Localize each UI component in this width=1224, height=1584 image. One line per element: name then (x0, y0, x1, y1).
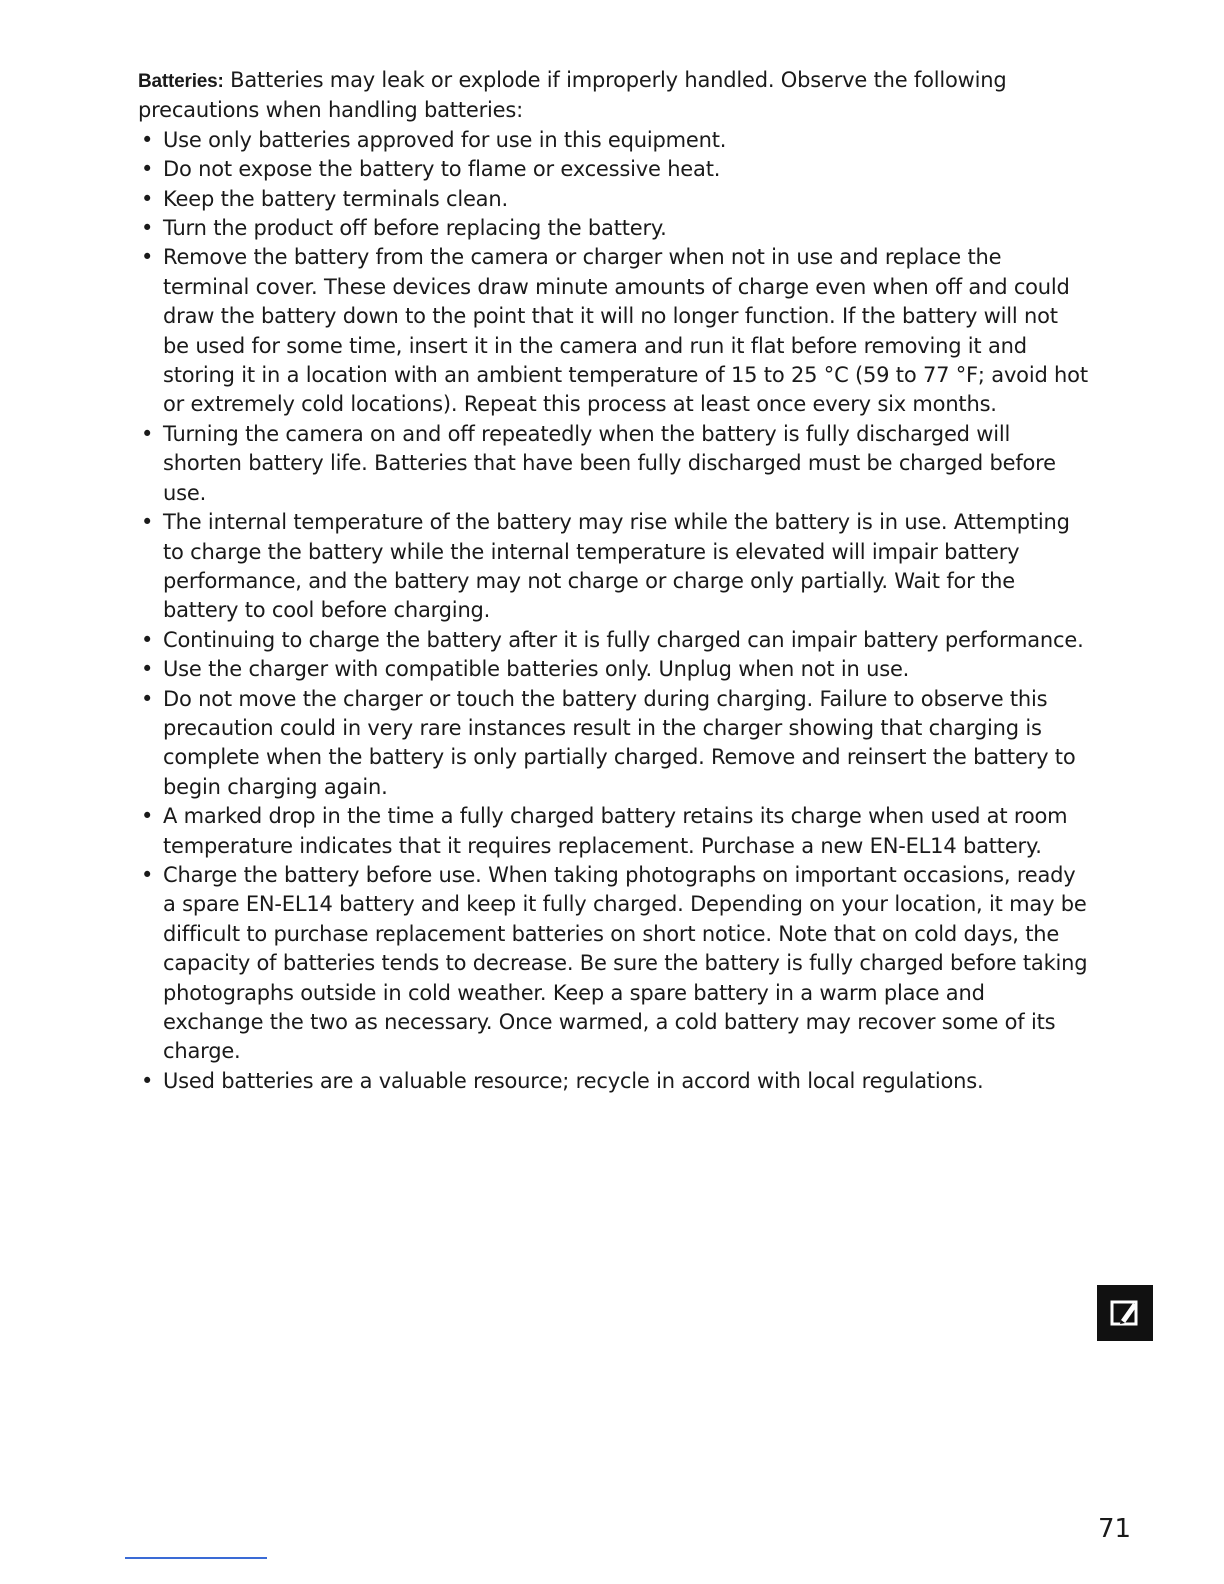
bullet-icon: • (141, 157, 154, 182)
list-item-text: Used batteries are a valuable resource; recycle in accord with local regulations. (163, 1068, 984, 1093)
list-item-text: Do not move the charger or touch the battery during charging. Failure to observe this precaution could in very rare instances result in the charger showing that charging is complete when the battery is only partially charged. Remove and reinsert the battery to begin charging again. (163, 686, 1076, 799)
list-item (138, 243, 1088, 419)
footer-rule (125, 1557, 267, 1559)
bullet-icon: • (141, 657, 154, 682)
precaution-list (138, 126, 1088, 1096)
intro-text: Batteries may leak or explode if improperly handled. Observe the following precautions when handling batteries: (138, 68, 1007, 123)
list-item-text: Turning the camera on and off repeatedly when the battery is fully discharged will shorten battery life. Batteries that have been fully discharged must be charged before use. (163, 421, 1056, 505)
list-item (138, 626, 1088, 655)
list-item-text: Remove the battery from the camera or charger when not in use and replace the terminal cover. These devices draw minute amounts of charge even when off and could draw the battery down to the point that it will no longer function. If the battery will not be used for some time, insert it in the camera and run it flat before removing it and storing it in a location with an ambient temperature of 15 to 25 °C (59 to 77 °F; avoid hot or extremely cold locations). Repeat this process at least once every six months. (163, 245, 1088, 417)
list-item (138, 185, 1088, 214)
intro-paragraph (138, 66, 1088, 126)
list-item (138, 861, 1088, 1067)
list-item (138, 655, 1088, 684)
bullet-icon: • (141, 421, 154, 446)
side-tab (1097, 1285, 1153, 1341)
list-item (138, 1067, 1088, 1096)
list-item (138, 214, 1088, 243)
list-item-text: Charge the battery before use. When taking photographs on important occasions, ready a spare EN-EL14 battery and keep it fully charged. Depending on your location, it may be difficult to purchase replacement batteries on short notice. Note that on cold days, the capacity of batteries tends to decrease. Be sure the battery is fully charged before taking photographs outside in cold weather. Keep a spare battery in a warm place and exchange the two as necessary. Once warmed, a cold battery may recover some of its charge. (163, 862, 1088, 1064)
list-item-text: Keep the battery terminals clean. (163, 186, 508, 211)
bullet-icon: • (141, 216, 154, 241)
list-item (138, 420, 1088, 508)
bullet-icon: • (141, 186, 154, 211)
list-item (138, 802, 1088, 861)
list-item (138, 508, 1088, 626)
bullet-icon: • (141, 245, 154, 270)
bullet-icon: • (141, 510, 154, 535)
list-item-text: Do not expose the battery to flame or excessive heat. (163, 157, 721, 182)
battery-precautions (138, 66, 1088, 1096)
list-item (138, 126, 1088, 155)
bullet-icon: • (141, 627, 154, 652)
list-item-text: The internal temperature of the battery may rise while the battery is in use. Attempting to charge the battery while the internal temperature is elevated will impair battery performance, and the battery may not charge or charge only partially. Wait for the battery to cool before charging. (163, 510, 1070, 623)
list-item-text: Continuing to charge the battery after it is fully charged can impair battery performance. (163, 627, 1084, 652)
section-label: Batteries: (138, 71, 224, 92)
bullet-icon: • (141, 686, 154, 711)
page-number: 71 (1098, 1514, 1132, 1544)
list-item-text: Use the charger with compatible batteries only. Unplug when not in use. (163, 657, 910, 682)
list-item-text: A marked drop in the time a fully charged battery retains its charge when used at room temperature indicates that it requires replacement. Purchase a new EN-EL14 battery. (163, 804, 1068, 858)
notes-pencil-icon (1097, 1285, 1153, 1341)
bullet-icon: • (141, 1068, 154, 1093)
list-item-text: Turn the product off before replacing the battery. (163, 216, 667, 241)
list-item (138, 155, 1088, 184)
bullet-icon: • (141, 862, 154, 887)
list-item (138, 685, 1088, 803)
bullet-icon: • (141, 127, 154, 152)
bullet-icon: • (141, 804, 154, 829)
list-item-text: Use only batteries approved for use in this equipment. (163, 127, 727, 152)
